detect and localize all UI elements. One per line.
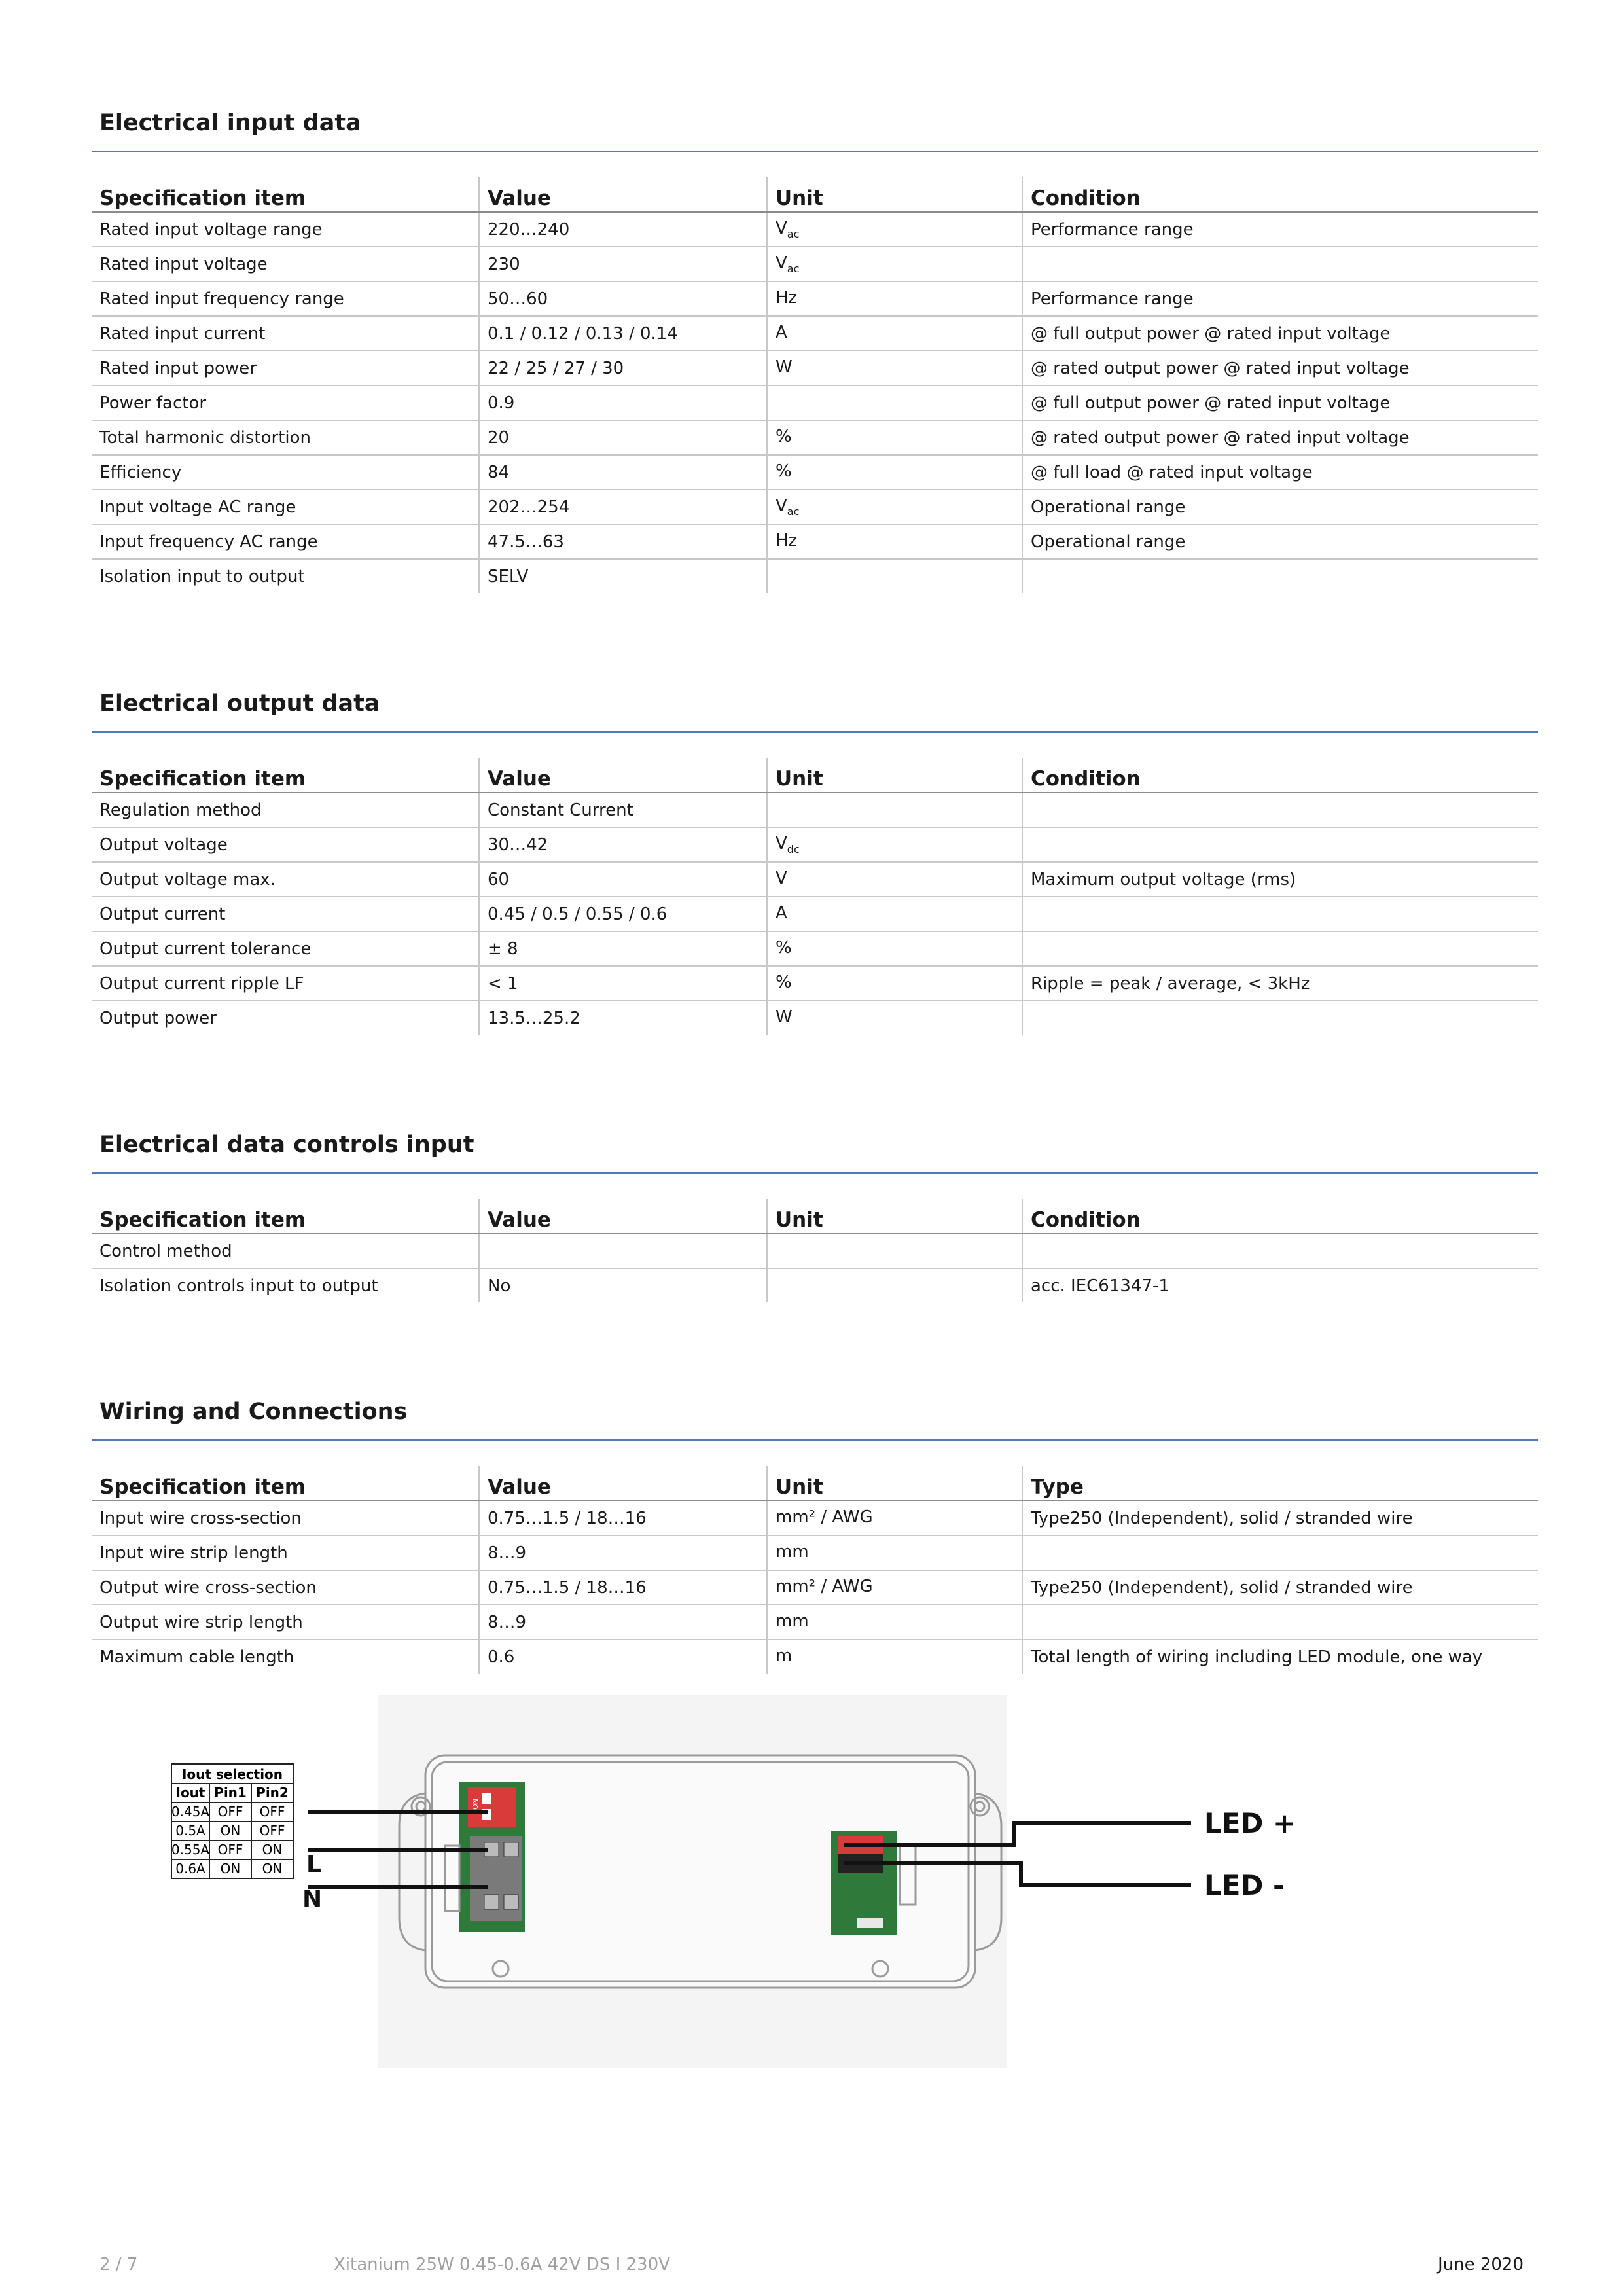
cell-item: Rated input voltage range [92, 212, 479, 247]
table-row [92, 1570, 1538, 1605]
cell-unit [767, 862, 1022, 897]
section-title: Electrical output data [99, 691, 380, 717]
cell-unit [767, 1640, 1022, 1674]
cell-unit [767, 455, 1022, 490]
unit-text: V [776, 219, 787, 238]
cell-value: 60 [479, 862, 767, 897]
unit-text: V [776, 496, 787, 516]
column-header: Specification item [92, 1466, 479, 1501]
section-controls-input [92, 1125, 1538, 1302]
cell-unit [767, 1234, 1022, 1268]
cell-value: 50…60 [479, 281, 767, 316]
cell-value: 0.1 / 0.12 / 0.13 / 0.14 [479, 316, 767, 351]
cell-unit [767, 559, 1022, 593]
iout-cell: 0.55A [171, 1842, 210, 1857]
table-row [92, 420, 1538, 455]
cell-item: Output current [92, 897, 479, 931]
unit-text: mm² / AWG [776, 1507, 873, 1527]
cell-unit [767, 931, 1022, 966]
iout-cell: 0.6A [175, 1861, 205, 1876]
column-header: Condition [1022, 758, 1538, 793]
cell-item: Regulation method [92, 793, 479, 827]
column-header: Unit [767, 1199, 1022, 1234]
cell-condition [1022, 1234, 1538, 1268]
table-header-row [92, 1466, 1538, 1501]
cell-value: 8…9 [479, 1535, 767, 1570]
cell-unit [767, 897, 1022, 931]
cell-item: Output current tolerance [92, 931, 479, 966]
cell-condition [1022, 931, 1538, 966]
spec-table-output [92, 758, 1538, 1035]
unit-text: m [776, 1646, 793, 1666]
unit-text: V [776, 834, 787, 853]
label-n: N [302, 1886, 323, 1912]
table-row [92, 351, 1538, 386]
unit-subscript: dc [787, 843, 800, 855]
cell-unit [767, 247, 1022, 281]
cell-unit [767, 524, 1022, 559]
cell-condition: Total length of wiring including LED module, one way [1022, 1640, 1538, 1674]
unit-text: W [776, 357, 793, 377]
table-row [92, 490, 1538, 524]
cell-condition: Operational range [1022, 524, 1538, 559]
iout-cell: ON [262, 1842, 283, 1857]
table-row [92, 1535, 1538, 1570]
wiring-diagram [92, 1695, 1335, 2088]
cell-item: Output wire strip length [92, 1605, 479, 1640]
iout-cell: OFF [217, 1804, 243, 1820]
spec-table-input [92, 177, 1538, 593]
footer-date: June 2020 [1437, 2255, 1524, 2274]
cell-item: Isolation controls input to output [99, 1276, 378, 1296]
cell-item: Efficiency [92, 455, 479, 490]
cell-condition: Maximum output voltage (rms) [1022, 862, 1538, 897]
unit-text: mm [776, 1611, 809, 1631]
iout-cell: ON [220, 1861, 241, 1876]
table-header-row [92, 758, 1538, 793]
cell-unit [767, 386, 1022, 420]
column-header: Unit [767, 177, 1022, 212]
column-header: Value [479, 758, 767, 793]
cell-value: ± 8 [479, 931, 767, 966]
iout-header-cell: Iout [175, 1785, 205, 1801]
cell-value: SELV [479, 559, 767, 593]
table-row [92, 247, 1538, 281]
cell-item: Input frequency AC range [92, 524, 479, 559]
cell-condition: acc. IEC61347-1 [1022, 1268, 1538, 1302]
cell-condition: Operational range [1022, 490, 1538, 524]
iout-cell: OFF [259, 1823, 285, 1839]
cell-item: Output power [99, 1008, 217, 1028]
cell-value: < 1 [479, 966, 767, 1001]
cell-unit [767, 1268, 1022, 1302]
table-header-row [92, 177, 1538, 212]
cell-item: Total harmonic distortion [92, 420, 479, 455]
cell-value: No [479, 1268, 767, 1302]
column-header: Specification item [92, 1199, 479, 1234]
column-header: Condition [1022, 177, 1538, 212]
column-header: Unit [767, 1466, 1022, 1501]
cell-condition: Performance range [1022, 212, 1538, 247]
table-row [92, 1001, 1538, 1035]
cell-value: 30…42 [479, 827, 767, 862]
unit-text: mm² / AWG [776, 1577, 873, 1596]
unit-subscript: ac [787, 228, 800, 240]
section-title: Electrical data controls input [99, 1132, 474, 1158]
cell-value: 0.45 / 0.5 / 0.55 / 0.6 [479, 897, 767, 931]
cell-value: 47.5…63 [479, 524, 767, 559]
section-electrical-input [92, 103, 1538, 593]
unit-text: W [776, 1007, 793, 1027]
cell-condition [1022, 793, 1538, 827]
cell-condition: @ full load @ rated input voltage [1022, 455, 1538, 490]
table-row [92, 1268, 1538, 1302]
label-led-minus: LED - [1204, 1869, 1285, 1901]
column-header: Unit [767, 758, 1022, 793]
unit-text: % [776, 427, 792, 446]
cell-condition [1022, 1001, 1538, 1035]
iout-header-cell: Pin1 [214, 1785, 247, 1801]
column-header: Specification item [92, 758, 479, 793]
label-l: L [306, 1851, 321, 1878]
table-header-row [92, 1199, 1538, 1234]
cell-unit [767, 1001, 1022, 1035]
cell-condition [1022, 1605, 1538, 1640]
cell-item: Input wire strip length [92, 1535, 479, 1570]
cell-value: 0.75…1.5 / 18…16 [479, 1570, 767, 1605]
footer-page-number: 2 / 7 [99, 2255, 138, 2274]
cell-condition: Performance range [1022, 281, 1538, 316]
table-row [92, 455, 1538, 490]
cell-item: Rated input frequency range [92, 281, 479, 316]
spec-table-wiring [92, 1466, 1538, 1674]
section-electrical-output [92, 684, 1538, 1035]
iout-cell: OFF [259, 1804, 285, 1820]
table-row [92, 827, 1538, 862]
cell-item: Power factor [92, 386, 479, 420]
cell-value [479, 1234, 767, 1268]
column-header: Value [479, 1466, 767, 1501]
cell-unit [767, 827, 1022, 862]
cell-unit [767, 966, 1022, 1001]
cell-condition [1022, 559, 1538, 593]
cell-item: Input voltage AC range [92, 490, 479, 524]
cell-item: Maximum cable length [99, 1647, 294, 1667]
label-led-plus: LED + [1204, 1807, 1296, 1839]
cell-unit [767, 351, 1022, 386]
cell-condition [1022, 897, 1538, 931]
table-row [92, 897, 1538, 931]
table-row [92, 281, 1538, 316]
cell-unit [767, 1501, 1022, 1535]
cell-item: Rated input power [92, 351, 479, 386]
table-row [92, 212, 1538, 247]
iout-cell: ON [262, 1861, 283, 1876]
cell-condition: @ full output power @ rated input voltage [1022, 316, 1538, 351]
cell-value: Constant Current [479, 793, 767, 827]
cell-condition [1022, 247, 1538, 281]
iout-cell: 0.45A [171, 1804, 210, 1820]
cell-unit [767, 281, 1022, 316]
cell-item: Output wire cross-section [92, 1570, 479, 1605]
section-wiring [92, 1392, 1538, 1674]
table-row [92, 559, 1538, 593]
cell-value: 22 / 25 / 27 / 30 [479, 351, 767, 386]
unit-text: mm [776, 1542, 809, 1562]
footer-product-name: Xitanium 25W 0.45-0.6A 42V DS I 230V [334, 2255, 670, 2274]
unit-text: Hz [776, 288, 798, 308]
cell-item: Control method [92, 1234, 479, 1268]
cell-item: Output voltage max. [92, 862, 479, 897]
cell-value: 84 [479, 455, 767, 490]
cell-unit [767, 1605, 1022, 1640]
cell-unit [767, 420, 1022, 455]
section-divider [92, 1172, 1538, 1174]
cell-condition: @ rated output power @ rated input voltage [1022, 420, 1538, 455]
column-header: Condition [1022, 1199, 1538, 1234]
unit-text: % [776, 938, 792, 958]
iout-table-title: Iout selection [181, 1767, 283, 1782]
section-divider [92, 151, 1538, 152]
cell-value: 0.9 [479, 386, 767, 420]
unit-text: V [776, 869, 787, 888]
cell-unit [767, 212, 1022, 247]
cell-value: 20 [479, 420, 767, 455]
table-row [92, 1640, 1538, 1674]
cell-unit [767, 316, 1022, 351]
cell-value: 220…240 [479, 212, 767, 247]
table-row [92, 1605, 1538, 1640]
cell-unit [767, 793, 1022, 827]
table-row [92, 1501, 1538, 1535]
spec-table-controls [92, 1199, 1538, 1302]
iout-cell: OFF [217, 1842, 243, 1857]
column-header: Specification item [92, 177, 479, 212]
unit-subscript: ac [787, 262, 800, 275]
cell-condition [1022, 1535, 1538, 1570]
section-divider [92, 731, 1538, 733]
table-row [92, 316, 1538, 351]
unit-text: V [776, 253, 787, 273]
table-row [92, 524, 1538, 559]
cell-value: 0.75…1.5 / 18…16 [479, 1501, 767, 1535]
cell-item: Rated input voltage [92, 247, 479, 281]
iout-selection-table [171, 1764, 293, 1878]
unit-subscript: ac [787, 505, 800, 518]
cell-condition: @ full output power @ rated input voltage [1022, 386, 1538, 420]
cell-value: 0.6 [479, 1640, 767, 1674]
column-header: Type [1022, 1466, 1538, 1501]
cell-value: 230 [479, 247, 767, 281]
column-header: Value [479, 1199, 767, 1234]
unit-text: A [776, 903, 787, 923]
cell-unit [767, 490, 1022, 524]
unit-text: % [776, 973, 792, 992]
cell-value: 13.5…25.2 [479, 1001, 767, 1035]
cell-item: Input wire cross-section [92, 1501, 479, 1535]
section-title: Electrical input data [99, 110, 361, 136]
iout-cell: 0.5A [175, 1823, 205, 1839]
cell-value: 202…254 [479, 490, 767, 524]
iout-header-cell: Pin2 [256, 1785, 289, 1801]
section-divider [92, 1439, 1538, 1441]
cell-item: Output current ripple LF [92, 966, 479, 1001]
table-row [92, 386, 1538, 420]
cell-item: Rated input current [92, 316, 479, 351]
cell-item: Output voltage [92, 827, 479, 862]
cell-value: 8…9 [479, 1605, 767, 1640]
table-row [92, 931, 1538, 966]
dip-switch-label: ON [471, 1799, 480, 1810]
column-header: Value [479, 177, 767, 212]
unit-text: Hz [776, 531, 798, 550]
iout-cell: ON [220, 1823, 241, 1839]
table-row [92, 793, 1538, 827]
cell-condition [1022, 827, 1538, 862]
cell-condition: Type250 (Independent), solid / stranded wire [1022, 1570, 1538, 1605]
table-row [92, 862, 1538, 897]
cell-item: Isolation input to output [99, 566, 305, 586]
cell-unit [767, 1535, 1022, 1570]
unit-text: A [776, 323, 787, 342]
unit-text: % [776, 461, 792, 481]
cell-condition: Type250 (Independent), solid / stranded wire [1022, 1501, 1538, 1535]
cell-unit [767, 1570, 1022, 1605]
section-title: Wiring and Connections [99, 1399, 408, 1425]
cell-condition: @ rated output power @ rated input voltage [1022, 351, 1538, 386]
cell-condition: Ripple = peak / average, < 3kHz [1022, 966, 1538, 1001]
table-row [92, 1234, 1538, 1268]
table-row [92, 966, 1538, 1001]
